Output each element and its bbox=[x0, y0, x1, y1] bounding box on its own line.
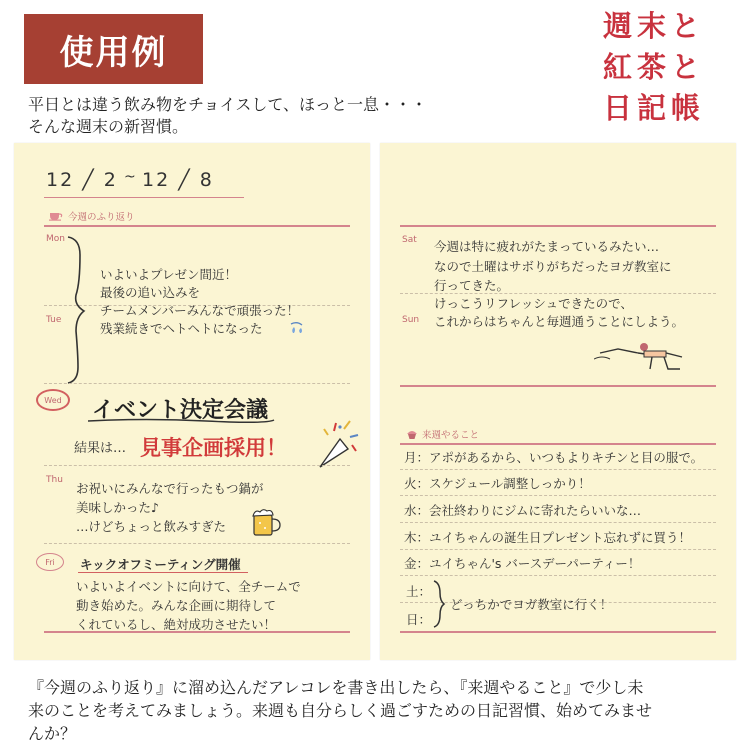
weekend-line-2: なので土曜はサボりがちだったヨガ教室に bbox=[434, 259, 672, 274]
page-bottom-rule bbox=[400, 631, 716, 633]
day-sun: Sun bbox=[402, 315, 420, 325]
outro-line-1: 『今週のふり返り』に溜め込んだアレコレを書き出したら、『来週やること』で少し未 bbox=[28, 678, 644, 697]
logo-line-3: 日記帳 bbox=[603, 91, 706, 125]
section-rule bbox=[44, 225, 350, 227]
wed-result-prefix: 結果は… bbox=[74, 441, 127, 456]
todo-weekend: どっちかでヨガ教室に行く！ bbox=[450, 597, 613, 612]
date-start: 12 ╱ 2 bbox=[46, 169, 118, 191]
diary-page-right bbox=[380, 143, 736, 660]
day-tue: Tue bbox=[46, 315, 62, 325]
weekend-line-4: けっこうリフレッシュできたので、 bbox=[434, 296, 633, 311]
day-wed-circle bbox=[36, 389, 70, 411]
next-week-label bbox=[406, 427, 479, 443]
date-separator: ~ bbox=[124, 169, 138, 185]
logo-line-1: 週末と bbox=[603, 9, 706, 43]
teacup-icon bbox=[48, 211, 64, 224]
fri-title-underline bbox=[78, 572, 248, 573]
outro-text bbox=[28, 676, 728, 745]
date-underline bbox=[44, 197, 244, 198]
brace-doodle-icon bbox=[432, 579, 446, 629]
weekend-line-3: 行ってきた。 bbox=[434, 278, 510, 293]
weekend-line-5: これからはちゃんと毎週通うことにしよう。 bbox=[434, 314, 685, 329]
todo-wed: 水：会社終わりにジムに寄れたらいいな… bbox=[404, 503, 642, 518]
day-fri-circle bbox=[36, 553, 64, 571]
dash-line bbox=[400, 469, 716, 470]
date-end: 12 ╱ 8 bbox=[142, 169, 214, 191]
thu-line-1: お祝いにみんなで行ったもつ鍋が bbox=[76, 481, 264, 496]
mon-line-2: 最後の追い込みを bbox=[100, 285, 201, 300]
dash-line bbox=[400, 575, 716, 576]
dash-line bbox=[44, 543, 350, 544]
day-thu: Thu bbox=[46, 475, 63, 485]
fri-line-1: いよいよイベントに向けて、全チームで bbox=[76, 579, 301, 594]
day-sat: Sat bbox=[402, 235, 417, 245]
mon-line-1: いよいよプレゼン間近！ bbox=[100, 267, 238, 282]
section-rule bbox=[400, 225, 716, 227]
todo-fri: 金：ユイちゃん's バースデーパーティー！ bbox=[404, 556, 641, 571]
day-fri: Fri bbox=[45, 557, 55, 567]
weekend-line-1: 今週は特に疲れがたまっているみたい… bbox=[434, 239, 660, 254]
todo-mon: 月：アポがあるから、いつもよりキチンと目の服で。 bbox=[404, 450, 704, 465]
sweat-drop-icon bbox=[288, 321, 306, 335]
diary-page-left bbox=[14, 143, 370, 660]
dash-line bbox=[44, 465, 350, 466]
thu-line-2: 美味しかった♪ bbox=[76, 500, 159, 515]
mon-line-3: チームメンバーみんなで頑張った！ bbox=[100, 303, 300, 318]
todo-thu: 木：ユイちゃんの誕生日プレゼント忘れずに買う！ bbox=[404, 530, 692, 545]
weekend-bottom-rule bbox=[400, 385, 716, 387]
yoga-figure-icon bbox=[594, 333, 690, 373]
intro-text bbox=[28, 94, 427, 138]
logo-line-2: 紅茶と bbox=[603, 50, 706, 84]
this-week-review-label bbox=[48, 209, 135, 224]
intro-line-1: 平日とは違う飲み物をチョイスして、ほっと一息・・・ bbox=[28, 95, 428, 114]
dash-line bbox=[400, 495, 716, 496]
fri-line-2: 動き始めた。みんな企画に期待して bbox=[76, 598, 277, 613]
wed-result-highlight: 見事企画採用！ bbox=[140, 436, 287, 460]
usage-example-badge: 使用例 bbox=[24, 14, 203, 84]
outro-line-2: 来のことを考えてみましょう。来週も自分らしく過ごすための日記習慣、始めてみませ bbox=[28, 701, 653, 720]
brand-logo bbox=[603, 6, 706, 129]
section-rule bbox=[400, 443, 716, 445]
day-wed: Wed bbox=[44, 395, 62, 405]
wed-headline: イベント決定会議 bbox=[92, 398, 269, 423]
tue-line-1: 残業続きでヘトヘトになった bbox=[100, 321, 263, 336]
this-week-review-text: 今週のふり返り bbox=[68, 212, 135, 223]
fri-title: キックオフミーティング開催 bbox=[80, 557, 241, 572]
todo-sat-label: 土： bbox=[406, 584, 432, 599]
thu-line-3: …けどちょっと飲みすぎた bbox=[76, 519, 227, 534]
next-week-text: 来週やること bbox=[422, 430, 480, 441]
day-mon: Mon bbox=[46, 234, 65, 244]
beer-mug-icon bbox=[250, 507, 284, 537]
dash-line bbox=[400, 522, 716, 523]
dash-line bbox=[44, 383, 350, 384]
todo-sun-label: 日： bbox=[406, 612, 432, 627]
headline-underline bbox=[86, 417, 276, 425]
dash-line bbox=[400, 549, 716, 550]
party-popper-icon bbox=[310, 419, 360, 475]
outro-line-3: んか？ bbox=[28, 724, 77, 743]
swirl-doodle-icon bbox=[64, 235, 92, 385]
cupcake-icon bbox=[406, 428, 418, 443]
fri-line-3: くれているし、絶対成功させたい！ bbox=[76, 617, 277, 632]
todo-tue: 火：スケジュール調整しっかり！ bbox=[404, 476, 591, 491]
intro-line-2: そんな週末の新習慣。 bbox=[28, 117, 189, 136]
page-bottom-rule bbox=[44, 631, 350, 633]
